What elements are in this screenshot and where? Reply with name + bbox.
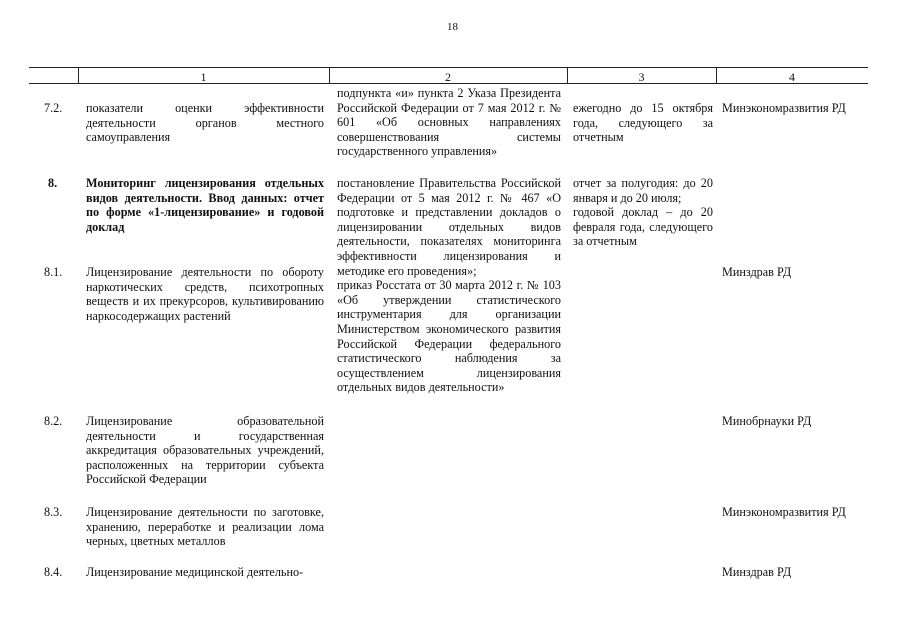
row-indicator-name: Лицензирование медицинской деятельно- <box>86 565 304 579</box>
row-number: 8.2. <box>44 414 63 428</box>
row-number: 8.3. <box>44 505 63 519</box>
row-number: 8.4. <box>44 565 63 579</box>
row-legal-basis: подпункта «и» пункта 2 Указа Президента Российской Федерации от 7 мая 2012 г. № 601 «Об основных направлениях совершенствования системы государственного управления» <box>337 86 561 159</box>
row-indicator-name: показатели оценки эффективности деятельности органов местного самоуправления <box>86 101 324 145</box>
row-indicator-name: Мониторинг лицензирования отдельных видов деятельности. Ввод данных: отчет по форме «1-лицензирование» и годовой доклад <box>86 176 324 234</box>
row-responsible: Минздрав РД <box>722 565 792 579</box>
column-header-4: 4 <box>789 70 795 84</box>
row-number: 7.2. <box>44 101 63 115</box>
column-header-2: 2 <box>445 70 451 84</box>
row-responsible: Минздрав РД <box>722 265 792 279</box>
row-legal-basis: постановление Правительства Российской Федерации от 5 мая 2012 г. № 467 «О подготовке и представлении докладов о лицензировании отдельных видов деятельности, показателях мониторинга эффективности лицензирования и методике его проведения»; приказ Росстата от 30 марта 2012 г. № 103 «Об утверждении статистического инструментария для организации Министерством экономического развития Российской Федерации федерального статистического наблюдения за осуществлением лицензирования отдельных видов деятельности» <box>337 176 561 395</box>
column-header-3: 3 <box>638 70 645 84</box>
row-number: 8.1. <box>44 265 63 279</box>
row-number: 8. <box>48 176 58 190</box>
row-responsible: Минэкономразвития РД <box>722 505 846 519</box>
row-indicator-name: Лицензирование деятельности по заготовке, хранению, переработке и реализации лома черных, цветных металлов <box>86 505 324 549</box>
row-indicator-name: Лицензирование образовательной деятельности и государственная аккредитация образовательных учреждений, расположенных на территории субъекта Российской Федерации <box>86 414 324 487</box>
row-responsible: Минобрнауки РД <box>722 414 812 428</box>
row-deadline: отчет за полугодия: до 20 января и до 20 июля; годовой доклад – до 20 февраля года, следующего за отчетным <box>573 176 713 249</box>
row-deadline: ежегодно до 15 октября года, следующего за отчетным <box>573 101 713 145</box>
page-number: 18 <box>447 21 458 33</box>
row-responsible: Минэкономразвития РД <box>722 101 846 115</box>
table-top-border <box>29 67 868 68</box>
row-indicator-name: Лицензирование деятельности по обороту наркотических средств, психотропных веществ и их прекурсоров, культивированию наркосодержащих растений <box>86 265 324 323</box>
column-header-1: 1 <box>200 70 207 84</box>
